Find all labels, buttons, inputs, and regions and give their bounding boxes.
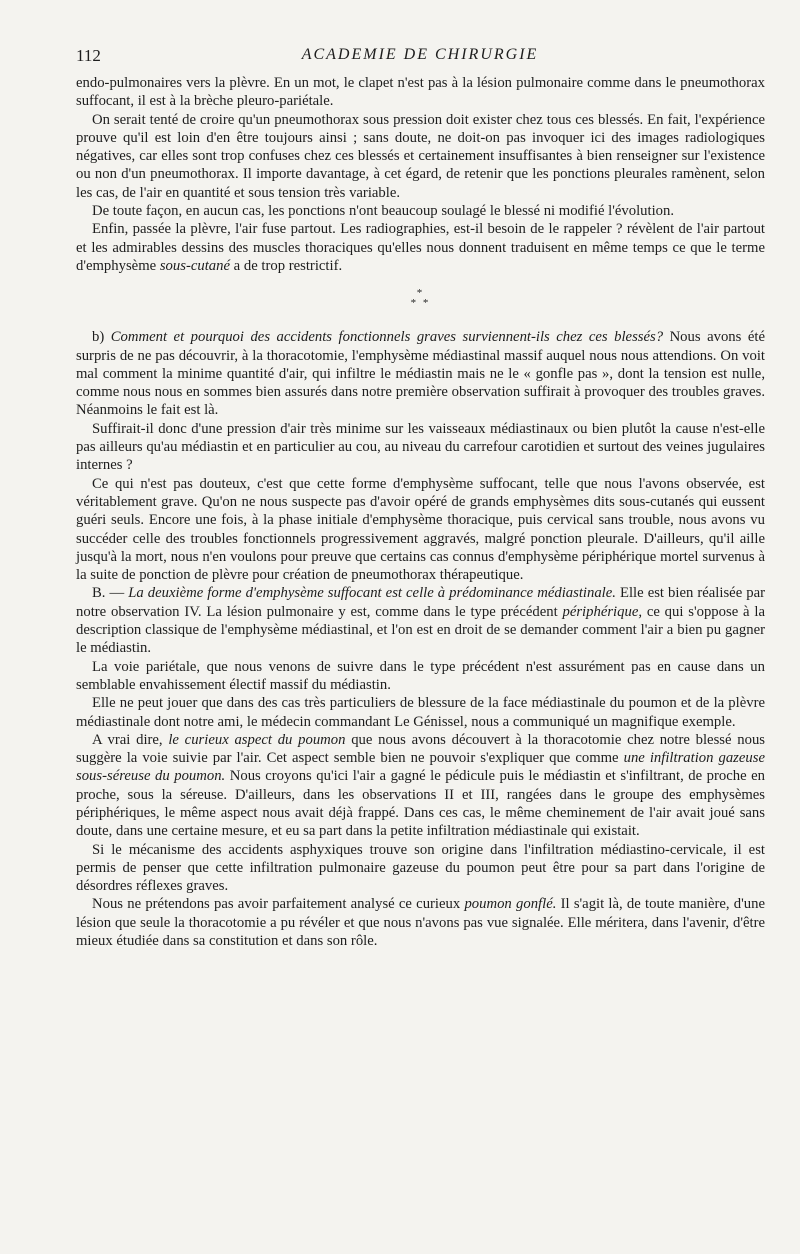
- paragraph: Ce qui n'est pas douteux, c'est que cette forme d'emphysème suffocant, telle que nous l'avons observée, est véritablement grave. Qu'on ne nous suspecte pas d'avoir opéré de grands emphysèmes dits sous-cutanés qui eussent guéri seuls. Encore une fois, à la phase initiale d'emphysème thoracique, puis cervical sans trouble, nous avons vu succéder celle des troubles fonctionnels progressivement aggravés, malgré ponction pleurale. D'ailleurs, qu'il aille jusqu'à la mort, nous n'en voulons pour preuve que certains cas connus d'emphysème périphérique mortel survenus à la suite de ponction de plèvre pour création de pneumothorax thérapeutique.: [76, 475, 765, 584]
- italic-heading: Comment et pourquoi des accidents fonctionnels graves surviennent-ils chez ces blessés?: [110, 329, 664, 346]
- paragraph: De toute façon, en aucun cas, les ponctions n'ont beaucoup soulagé le blessé ni modifié l'évolution.: [92, 203, 675, 220]
- paragraph: Suffirait-il donc d'une pression d'air très minime sur les vaisseaux médiastinaux ou bien plutôt la cause n'est-elle pas ailleurs qu'au médiastin et en particulier au cou, au niveau du carrefour carotidien et surtout des veines jugulaires internes ?: [76, 420, 765, 474]
- text-run: Elle est bien réalisée par notre observation IV. La lésion pulmonaire y est, comme dans le type précédent: [76, 585, 766, 620]
- paragraph: [76, 584, 765, 657]
- text-run: Enfin, passée la plèvre, l'air fuse partout. Les radiographies, est-il besoin de le rappeler ? révèlent de l'air partout et les admirables dessins des muscles thoraciques qu'elles nous donnent traduisent en même temps ce que le terme d'emphysème: [76, 221, 765, 274]
- paragraph: endo-pulmonaires vers la plèvre. En un mot, le clapet n'est pas à la lésion pulmonaire comme dans le pneumothorax suffocant, il est à la brèche pleuro-pariétale.: [76, 75, 765, 110]
- text-run: a de trop restrictif.: [230, 257, 343, 274]
- text-run: ce qui s'oppose à la description classique de l'emphysème médiastinal, et l'on est en droit de se demander comment l'air a bien pu gagner le médiastin.: [76, 603, 765, 657]
- italic-text: le curieux aspect du poumon: [168, 731, 346, 748]
- asterism-top: *: [416, 287, 425, 300]
- text-run: Nous croyons qu'ici l'air a gagné le pédicule puis le médiastin et s'infiltrant, de proche en proche, sous la séreuse. D'ailleurs, dans les observations II et III, rangées dans le groupe des emphysèmes périphériques, le même aspect nous avait déjà frappé. Dans ces cas, le même cheminement de l'air avait joué sans doute, dans une certaine mesure, et eu sa part dans la petite infiltration médiastinale qui existait.: [76, 768, 765, 840]
- italic-text: une infiltration gazeuse sous-séreuse du poumon.: [76, 750, 765, 785]
- paragraph: [76, 731, 765, 841]
- italic-text: périphérique,: [562, 603, 643, 620]
- running-title: ACADEMIE DE CHIRURGIE: [301, 46, 539, 63]
- paragraph: On serait tenté de croire qu'un pneumothorax sous pression doit exister chez tous ces blessés. En fait, l'expérience prouve qu'il est loin d'en être toujours ainsi ; sans doute, ne doit-on pas invoquer ici des images radiologiques négatives, car elles sont trop confuses chez ces blessés et certainement insuffisantes à bien renseigner sur l'existence ou non d'un pneumothorax. Il importe davantage, à cet égard, de retenir que les ponctions pleurales ramènent, selon les cas, de l'air en quantité et sous tension très variable.: [76, 111, 765, 201]
- text-run: b): [92, 329, 111, 346]
- text-run: Il s'agit là, de toute manière, d'une lésion que seule la thoracotomie a pu révéler et que nous n'avons pas vue signalée. Elle méritera, dans l'avenir, d'être mieux étudiée dans sa constitution et dans son rôle.: [76, 896, 765, 950]
- paragraph: [76, 328, 765, 419]
- asterism-bottom: * *: [410, 297, 431, 310]
- paragraph: [76, 220, 765, 275]
- section-separator: [76, 288, 765, 308]
- paragraph: La voie pariétale, que nous venons de suivre dans le type précédent n'est assurément pas en cause dans un semblable envahissement électif massif du médiastin.: [76, 658, 765, 693]
- body-text: [76, 74, 765, 950]
- text-run: Nous ne prétendons pas avoir parfaitement analysé ce curieux: [92, 896, 465, 913]
- italic-heading: La deuxième forme d'emphysème suffocant est celle à prédominance médiastinale.: [128, 585, 616, 602]
- paragraph: Elle ne peut jouer que dans des cas très particuliers de blessure de la face médiastinale du poumon et de la plèvre médiastinale dont notre ami, le médecin commandant Le Génissel, nous a communiqué un magnifique exemple.: [76, 695, 765, 730]
- page-header: [76, 46, 764, 70]
- page-number: 112: [76, 46, 101, 65]
- italic-text: sous-cutané: [159, 257, 230, 274]
- text-run: B. —: [92, 585, 129, 602]
- text-run: Nous avons été surpris de ne pas découvrir, à la thoracotomie, l'emphysème médiastinal massif auquel nous nous attendions. On voit mal comment la minime quantité d'air, qui infiltre le médiastin mais ne le « gonfle pas », dont la tension est nulle, comme nous nous en sommes bien assurés dans notre première observation suffirait à provoquer des troubles graves. Néanmoins le fait est là.: [76, 329, 765, 419]
- paragraph: [76, 895, 765, 950]
- text-run: A vrai dire,: [92, 731, 169, 748]
- italic-text: poumon gonflé.: [464, 896, 557, 913]
- text-run: que nous avons découvert à la thoracotomie chez notre blessé nous suggère la voie suivie par l'air. Cet aspect semble bien ne pouvoir s'expliquer que comme: [76, 731, 765, 767]
- paragraph: Si le mécanisme des accidents asphyxiques trouve son origine dans l'infiltration médiastino-cervicale, il est permis de penser que cette infiltration pulmonaire gazeuse du poumon peut être pour sa part dans l'origine de désordres réflexes graves.: [76, 841, 765, 895]
